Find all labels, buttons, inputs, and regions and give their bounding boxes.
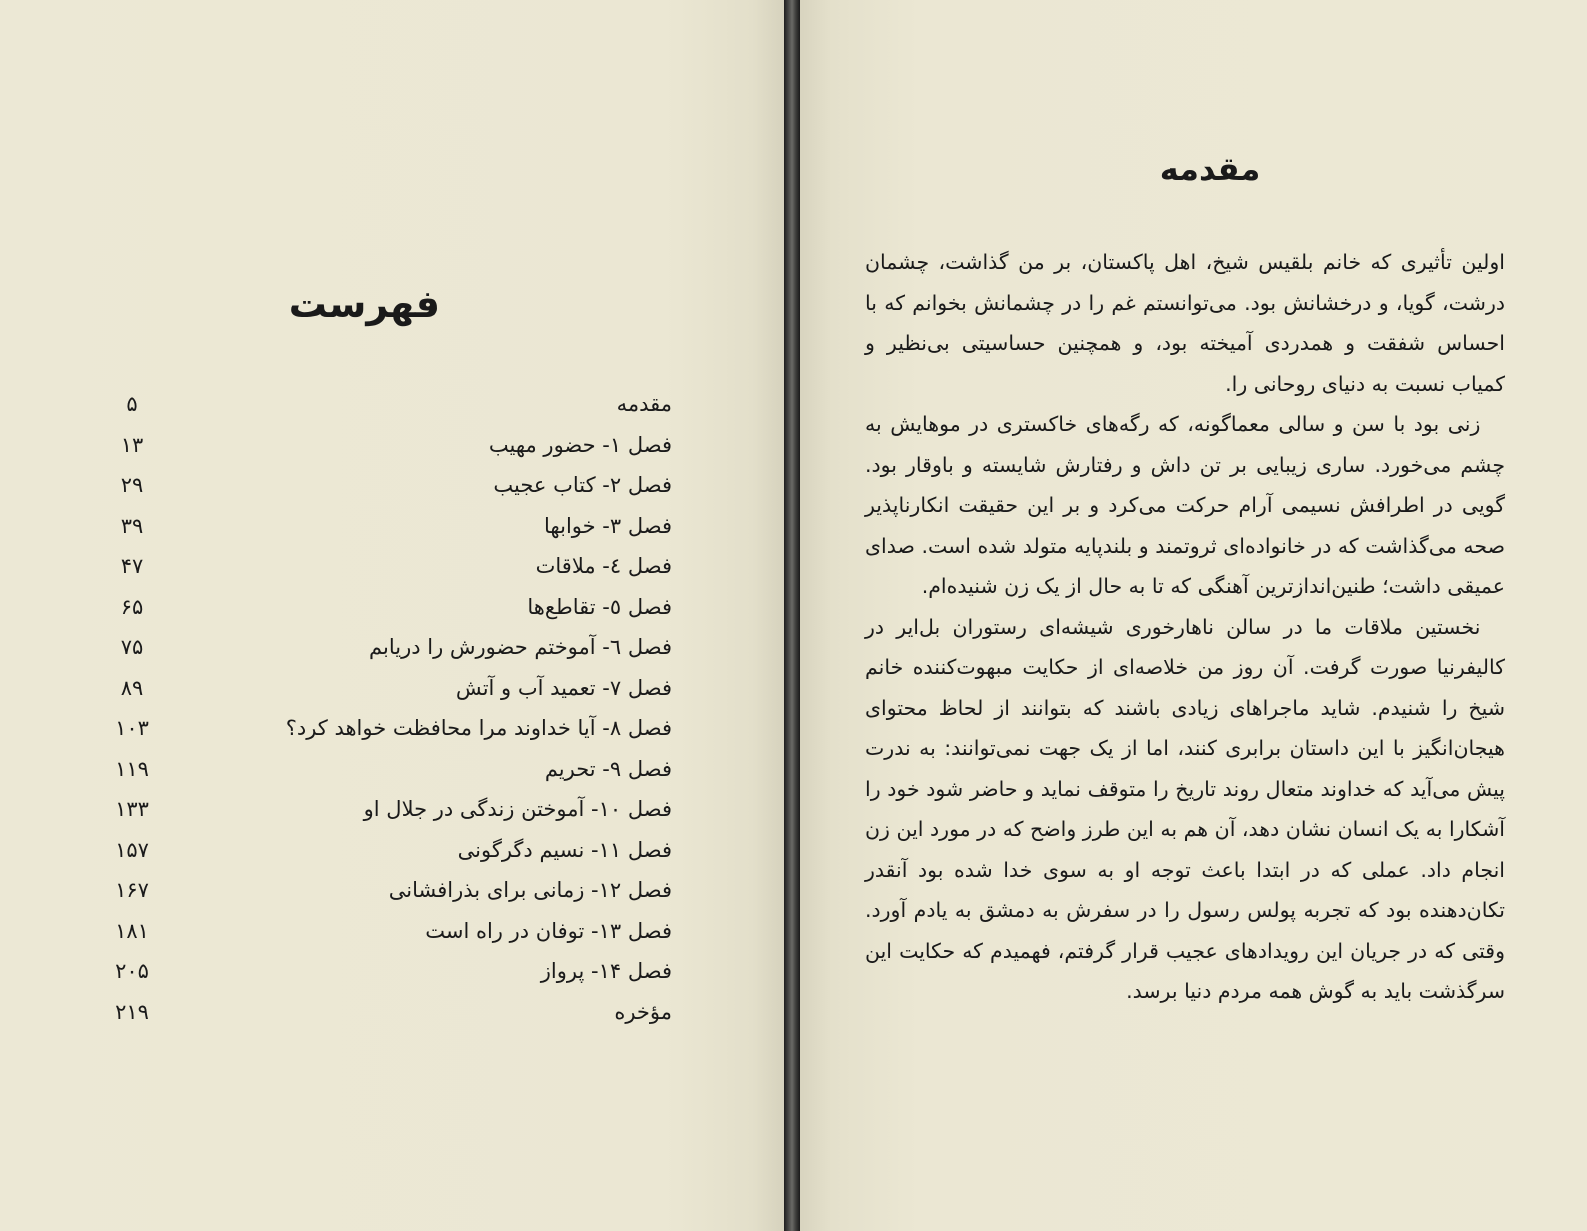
toc-entry-title: فصل ۱۳- توفان در راه است [425,918,672,943]
toc-title: فهرست [288,282,440,326]
toc-entry [112,506,672,547]
toc-entry-title: فصل ٦- آموختم حضورش را دریابم [369,635,672,659]
toc-entry [112,749,672,790]
toc-entry-title: مؤخره [614,999,672,1024]
toc-entry-page-number: ۴۷ [120,554,144,578]
toc-entry [112,951,672,992]
toc-entry-title: فصل ۱- حضور مهیب [488,432,672,457]
toc-entry [112,789,672,830]
intro-paragraph: اولین تأثیری که خانم بلقیس شیخ، اهل پاکستان، بر من گذاشت، چشمان درشت، گویا، و درخشانش بود. می‌توانستم غم را در چشمانش بخوانم که با احساس شفقت و همدردی آمیخته بود، و همچنین حساسیتی بی‌نظیر و کمیاب نسبت به دنیای روحانی را. [865,250,1505,396]
toc-entry [112,384,672,425]
toc-entry [112,992,672,1033]
toc-entry-page-number: ۱۳ [120,432,144,457]
toc-entry-title: فصل ۱۱- نسیم دگرگونی [457,837,672,862]
intro-page [800,0,1587,1231]
toc-entry-page-number: ۵ [126,392,138,416]
toc-entry-title: فصل ٩- تحریم [544,756,672,781]
toc-list [112,384,672,1032]
book-gutter [784,0,800,1231]
toc-entry-page-number: ۱۸۱ [115,918,149,943]
toc-entry-page-number: ۶۵ [120,594,144,619]
toc-entry-title: فصل ٧- تعمید آب و آتش [455,675,672,700]
toc-entry-title: فصل ۱۴- پرواز [540,959,672,983]
toc-entry-page-number: ۳۹ [120,513,144,538]
intro-paragraph: نخستین ملاقات ما در سالن ناهارخوری شیشه‌ای رستوران بل‌ایر در کالیفرنیا صورت گرفت. آن روز من خلاصه‌ای از حکایت مبهوت‌کننده خانم شیخ را شنیدم. شاید ماجراهای زیادی باشند که بتوانند از لحاظ محتوای هیجان‌انگیز با این داستان برابری کنند، اما از یک جهت نمی‌توانند: به ندرت پیش می‌آید که خداوند متعال روند تاریخ را متوقف نماید و حاضر شود خود را آشکارا به یک انسان نشان دهد، آن هم به این طرز واضح که در مورد این زن انجام داد. عملی که در ابتدا باعث توجه او به سوی خدا شده بود آنقدر تکان‌دهنده بود که تجربه پولس رسول را در سفرش به دمشق به یادم آورد. وقتی که در جریان این رویدادهای عجیب قرار گرفتم، فهمیدم که حکایت این سرگذشت باید به گوش همه مردم دنیا برسد. [865,614,1505,1003]
toc-entry-page-number: ۸۹ [120,675,144,700]
toc-entry [112,425,672,466]
toc-entry-title: فصل ۱۰- آموختن زندگی در جلال او [363,797,672,821]
toc-entry-title: فصل ۱۲- زمانی برای بذرافشانی [388,878,672,902]
toc-entry [112,627,672,668]
toc-entry [112,911,672,952]
toc-entry [112,830,672,871]
toc-entry-page-number: ۱۶۷ [115,878,149,902]
intro-paragraph: زنی بود با سن و سالی معماگونه، که رگه‌های خاکستری در موهایش به چشم می‌خورد. ساری زیبایی بر تن داش و رفتارش شایسته و باوقار بود. گویی در اطرافش نسیمی آرام حرکت می‌کرد و بر این حقیقت انکارناپذیر صحه می‌گذاشت که در خانواده‌ای ثروتمند و بلندپایه متولد شده است. صدای عمیقی داشت؛ طنین‌اندازترین آهنگی که تا به حال از یک زن شنیده‌ام. [865,412,1505,598]
intro-body [865,242,1505,1012]
toc-entry-title: فصل ٥- تقاطع‌ها [527,594,672,619]
toc-page [0,0,784,1231]
toc-entry-page-number: ۲۱۹ [115,999,149,1024]
toc-entry [112,465,672,506]
toc-entry-page-number: ۱۵۷ [115,837,149,862]
toc-entry-title: فصل ۳- خوابها [544,513,672,538]
toc-entry [112,870,672,911]
toc-entry-page-number: ۲۰۵ [115,959,149,983]
toc-entry-page-number: ۷۵ [120,635,144,659]
toc-entry [112,546,672,587]
toc-entry-page-number: ۲۹ [120,473,144,497]
toc-entry-title: فصل ٤- ملاقات [535,554,672,578]
toc-entry [112,708,672,749]
toc-entry [112,587,672,628]
toc-entry [112,668,672,709]
toc-entry-title: فصل ٨- آیا خداوند مرا محافظت خواهد کرد؟ [285,716,672,740]
toc-entry-page-number: ۱۱۹ [115,756,149,781]
toc-entry-page-number: ۱۳۳ [115,797,149,821]
toc-entry-page-number: ۱۰۳ [115,716,149,740]
intro-title: مقدمه [1159,150,1261,188]
toc-entry-title: مقدمه [616,392,672,416]
toc-entry-title: فصل ۲- کتاب عجیب [493,473,672,497]
